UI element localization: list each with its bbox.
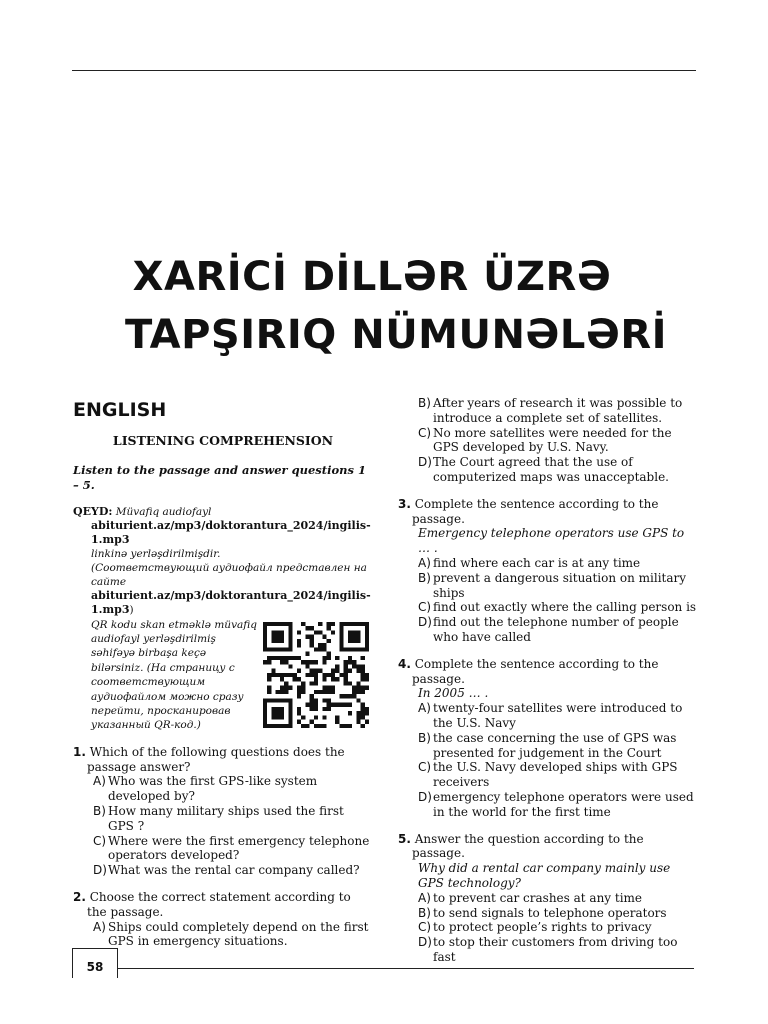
option-label: D) (418, 789, 432, 804)
question-text (73, 745, 373, 775)
option-text: What was the rental car company called? (108, 863, 360, 878)
question-text (398, 832, 698, 862)
option-label: A) (418, 890, 431, 905)
audio-note (73, 505, 373, 733)
subsection-heading: LISTENING COMPREHENSION (112, 432, 334, 448)
question (398, 657, 698, 820)
option-label: A) (93, 774, 106, 789)
answer-option[interactable] (73, 834, 373, 864)
note-text-3: (Соответствующий аудиофайл представлен на сайте (91, 561, 367, 588)
left-column (73, 395, 373, 949)
option-text: to send signals to telephone operators (433, 905, 667, 920)
option-label: C) (418, 920, 432, 935)
answer-option[interactable] (398, 906, 698, 921)
option-text: How many military ships used the first GPS ? (108, 804, 344, 833)
option-label: D) (418, 615, 432, 630)
note-text-2: linkinə yerləşdirilmişdir. (91, 547, 221, 560)
option-text: The Court agreed that the use of computerized maps was unacceptable. (433, 455, 669, 484)
page-title (0, 248, 768, 364)
instruction: Listen to the passage and answer questions 1 – 5. (73, 462, 366, 492)
option-text: find where each car is at any time (433, 555, 641, 570)
question (73, 890, 373, 949)
top-rule (72, 70, 696, 71)
option-text: twenty-four satellites were introduced to the U.S. Navy (433, 701, 683, 730)
option-text: find out exactly where the calling person is (433, 600, 697, 615)
right-column (398, 396, 698, 965)
answer-option[interactable] (398, 556, 698, 571)
question-number: 4. (398, 656, 411, 671)
option-text: to protect people’s rights to privacy (433, 920, 652, 935)
question (73, 745, 373, 878)
answer-option[interactable] (398, 790, 698, 820)
option-text: Ships could completely depend on the first GPS in emergency situations. (108, 919, 369, 949)
option-label: B) (418, 396, 431, 410)
note-label: QEYD: (73, 504, 113, 518)
question-prompt: Complete the sentence according to the passage. (412, 496, 659, 526)
answer-option[interactable] (398, 891, 698, 906)
question-text (73, 890, 373, 920)
question (398, 497, 698, 645)
page-title-line1: XARİCİ DİLLƏR ÜZRƏ (132, 254, 612, 300)
option-label: C) (418, 600, 432, 615)
answer-option[interactable] (398, 571, 698, 601)
answer-option[interactable] (398, 396, 698, 426)
answer-option[interactable] (73, 804, 373, 834)
option-text: Where were the first emergency telephone operators developed? (108, 833, 370, 863)
option-text: to stop their customers from driving too fast (433, 935, 678, 964)
question-prompt: Answer the question according to the passage. (412, 831, 644, 861)
question-number: 2. (73, 890, 86, 905)
answer-option[interactable] (73, 774, 373, 804)
answer-option[interactable] (398, 935, 698, 965)
bottom-rule (118, 968, 694, 969)
option-text: No more satellites were needed for the GPS developed by U.S. Navy. (433, 425, 672, 455)
question-stem: In 2005 … . (418, 686, 489, 701)
question-2-continued (398, 396, 698, 485)
page-title-line2: TAPŞIRIQ NÜMUNƏLƏRİ (124, 312, 668, 358)
question-stem: Why did a rental car company mainly use GPS technology? (418, 861, 671, 890)
option-label: A) (418, 701, 431, 716)
option-text: prevent a dangerous situation on military ships (433, 570, 687, 600)
option-text: to prevent car crashes at any time (433, 890, 643, 905)
answer-option[interactable] (398, 455, 698, 485)
option-label: B) (418, 905, 431, 920)
question-prompt: Choose the correct statement according to the passage. (87, 890, 351, 919)
answer-option[interactable] (398, 701, 698, 731)
question-text (398, 497, 698, 527)
question-prompt: Which of the following questions does the passage answer? (87, 744, 345, 774)
answer-option[interactable] (398, 600, 698, 615)
option-label: C) (93, 833, 107, 848)
note-text-1: Müvafiq audiofayl (115, 505, 212, 518)
question (398, 832, 698, 965)
answer-option[interactable] (398, 760, 698, 790)
option-label: B) (418, 570, 431, 585)
option-text: emergency telephone operators were used in the world for the first time (433, 789, 694, 819)
option-label: C) (418, 425, 432, 440)
option-label: D) (93, 863, 107, 878)
option-label: D) (418, 935, 432, 950)
option-label: C) (418, 760, 432, 775)
option-label: B) (93, 804, 106, 819)
right-questions (398, 497, 698, 965)
question-number: 5. (398, 831, 411, 846)
qr-code-icon[interactable] (263, 622, 369, 728)
answer-option[interactable] (398, 615, 698, 645)
left-questions (73, 745, 373, 949)
option-text: Who was the first GPS-like system developed by? (108, 774, 318, 804)
answer-option[interactable] (398, 920, 698, 935)
answer-option[interactable] (398, 731, 698, 761)
page-number: 58 (86, 960, 104, 974)
question-stem: Emergency telephone operators use GPS to … . (418, 526, 685, 556)
answer-option[interactable] (73, 920, 373, 950)
option-text: the U.S. Navy developed ships with GPS receivers (433, 760, 678, 790)
option-label: A) (418, 555, 431, 570)
question-text (398, 657, 698, 687)
qr-instruction: QR kodu skan etməklə müvafiq audiofayl yerləşdirilmiş səhifəyə birbaşa keçə bilərsiniz. (На страницу с соответствующим аудиофайлом можно сразу перейти, просканировав указанный QR-код.) (91, 618, 257, 732)
option-text: find out the telephone number of people who have called (433, 615, 679, 644)
answer-option[interactable] (398, 426, 698, 456)
option-label: B) (418, 730, 431, 745)
question-number: 3. (398, 496, 411, 511)
option-label: A) (93, 919, 106, 934)
option-label: D) (418, 455, 432, 470)
question-number: 1. (73, 744, 86, 759)
note-text-3-end: ) (129, 603, 134, 616)
audio-link-1[interactable]: abiturient.az/mp3/doktorantura_2024/ingilis-1.mp3 (91, 518, 371, 546)
section-heading: ENGLISH (73, 399, 167, 421)
question-prompt: Complete the sentence according to the passage. (412, 656, 659, 686)
answer-option[interactable] (73, 863, 373, 878)
audio-link-2[interactable]: abiturient.az/mp3/doktorantura_2024/ingilis-1.mp3 (91, 588, 371, 616)
option-text: the case concerning the use of GPS was presented for judgement in the Court (433, 730, 677, 760)
option-text: After years of research it was possible to introduce a complete set of satellites. (433, 396, 683, 425)
